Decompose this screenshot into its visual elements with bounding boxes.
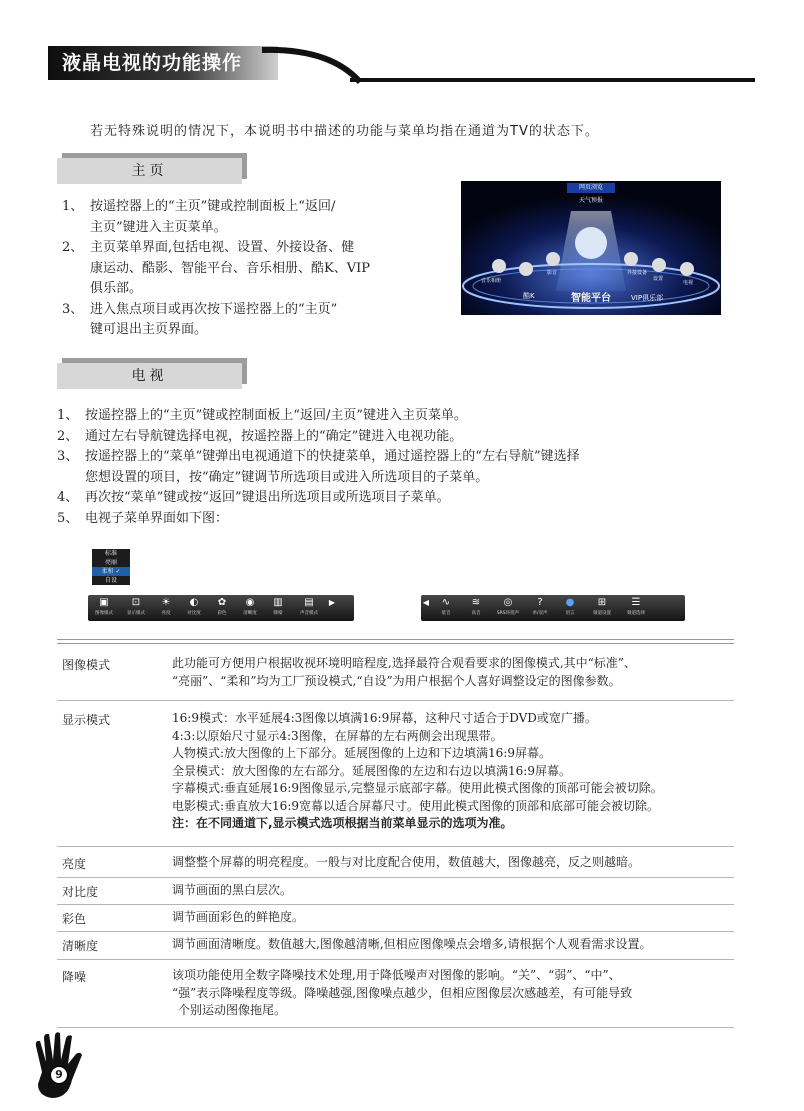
- menu-display-mode[interactable]: ⊡ 显示模式: [127, 597, 145, 616]
- channel-select-icon: ☰: [631, 597, 641, 608]
- row-name-sharpness: 清晰度: [62, 939, 99, 953]
- vip-club-label: VIP俱乐部: [631, 294, 664, 302]
- equalizer-icon: ▥: [273, 597, 283, 608]
- music-album-label: 音乐相册: [481, 278, 502, 284]
- treble-icon: ≋: [471, 597, 481, 608]
- arrow-left-icon: ◀: [422, 598, 430, 607]
- submenu-option-vivid[interactable]: 亮丽: [104, 559, 117, 566]
- table-rule: [57, 1027, 734, 1028]
- row-text-sharpness: 调节画面清晰度。数值越大,图像越清晰,但相应图像噪点会增多,请根据个人观看需求设置。: [172, 937, 652, 951]
- section-title-tv: 电视: [57, 363, 242, 389]
- menu-brightness[interactable]: ☀ 亮度: [161, 597, 171, 616]
- home-instructions: [62, 197, 452, 341]
- srs-icon: ◎: [503, 597, 513, 608]
- menu-scroll-right[interactable]: [326, 595, 338, 621]
- tv-label: 电视: [683, 280, 694, 286]
- menu-color[interactable]: ✿ 彩色: [217, 597, 227, 616]
- table-rule: [57, 846, 734, 847]
- row-name-picture-mode: 图像模式: [62, 658, 111, 672]
- arrow-right-icon: ▶: [328, 598, 336, 607]
- menu-channel-settings[interactable]: ⊞ 频道设置: [593, 597, 611, 616]
- contrast-icon: ◐: [189, 597, 199, 608]
- row-text-brightness: 调整整个屏幕的明亮程度。一般与对比度配合使用，数值越大，图像越亮，反之则越暗。: [172, 855, 641, 869]
- row-text-color: 调节画面彩色的鲜艳度。: [172, 910, 305, 924]
- channel-settings-icon: ⊞: [597, 597, 607, 608]
- tv-menu-bar-right: [421, 595, 685, 621]
- menu-scroll-left[interactable]: [421, 595, 431, 621]
- external-device-label: 外接设备: [627, 270, 648, 276]
- menu-bass[interactable]: ∿ 低音: [441, 597, 451, 616]
- row-name-display-mode: 显示模式: [62, 713, 111, 727]
- page-number: 9: [50, 1066, 68, 1084]
- table-top-rule: [57, 639, 734, 644]
- language-icon: ●: [565, 597, 575, 608]
- submenu-option-standard[interactable]: 标准: [104, 550, 117, 557]
- submenu-option-soft[interactable]: 柔和 ✓: [92, 567, 130, 576]
- menu-sound-mode[interactable]: ▤ 声音模式: [300, 597, 318, 616]
- home-screen-image: [461, 181, 721, 315]
- ear-icon: ?: [537, 597, 543, 608]
- menu-language[interactable]: ● 语言: [565, 597, 575, 616]
- karaoke-label: 酷K: [523, 292, 535, 300]
- menu-mono-stereo[interactable]: ? 单/双声: [532, 597, 548, 616]
- home-item-3: 3、 进入焦点项目或再次按下遥控器上的“主页” 键可退出主页界面。: [62, 301, 338, 337]
- table-rule: [57, 931, 734, 932]
- sharpness-icon: ◉: [245, 597, 255, 608]
- intro-note: 若无特殊说明的情况下，本说明书中描述的功能与菜单均指在通道为TV的状态下。: [90, 124, 599, 139]
- submenu-option-custom[interactable]: 自设: [104, 577, 117, 584]
- table-rule: [57, 877, 734, 878]
- menu-noise-reduction[interactable]: ▥ 降噪: [273, 597, 283, 616]
- menu-channel-select[interactable]: ☰ 频道选择: [627, 597, 645, 616]
- settings-label: 设置: [653, 276, 664, 282]
- tv-item-1: 1、 按遥控器上的“主页”键或控制面板上“返回/主页”键进入主页菜单。: [57, 408, 467, 423]
- row-text-picture-mode: 此功能可方便用户根据收视环境明暗程度,选择最符合观看要求的图像模式,其中“标准”、 “亮丽”、“柔和”均为工厂预设模式,“自设”为用户根据个人喜好调整设定的图像参数。: [172, 656, 636, 688]
- row-text-noise-reduction: 该项功能使用全数字降噪技术处理,用于降低噪声对图像的影响。“关”、“弱”、“中”、 “强”表示降噪程度等级。降噪越强,图像噪点越少，但相应图像层次感越差，有可能导致 个别运动图像拖尾。: [172, 968, 633, 1017]
- row-text-contrast: 调节画面的黑白层次。: [172, 883, 293, 897]
- menu-srs[interactable]: ◎ SRS环绕声: [496, 597, 520, 616]
- sound-mode-icon: ▤: [304, 597, 314, 608]
- tv-item-4: 4、 再次按“菜单”键或按“返回”键退出所选项目或所选项目子菜单。: [57, 490, 450, 505]
- tv-instructions: [57, 406, 757, 529]
- color-icon: ✿: [217, 597, 227, 608]
- tv-item-3: 3、 按遥控器上的“菜单”键弹出电视通道下的快捷菜单，通过遥控器上的“左右导航”键选择 您想设置的项目，按“确定”键调节所选项目或进入所选项目的子菜单。: [57, 449, 580, 485]
- row-text-display-mode: 16:9模式：水平延展4:3图像以填满16:9屏幕，这种尺寸适合于DVD或宽广播。 4:3:以原始尺寸显示4:3图像，在屏幕的左右两侧会出现黑带。 人物模式:放大图像的上下部分。延展图像的上边和下边填满16:9屏幕。 全景模式：放大图像的左右部分。延展图像的左边和右边以填满16:9屏幕。 字幕模式:垂直延展16:9图像显示,完整显示底部字幕。使用此模式图像的顶部可能会被切除。 电影模式:垂直放大16:9宽幕以适合屏幕尺寸。使用此模式图像的顶部和底部可能会被切除。 注：在不同通道下,显示模式选项根据当前菜单显示的选项为准。: [172, 711, 663, 830]
- menu-picture-mode[interactable]: ▣ 图像模式: [95, 597, 113, 616]
- weather-tile: 天气预报: [578, 197, 603, 204]
- picture-mode-submenu: [92, 549, 130, 585]
- tv-menu-bar-left: [88, 595, 354, 621]
- video-label: 影音: [547, 270, 558, 276]
- header-swoosh: [0, 44, 804, 84]
- page-header-title: 液晶电视的功能操作: [48, 46, 278, 80]
- tv-item-2: 2、 通过左右导航键选择电视，按遥控器上的“确定”键进入电视功能。: [57, 428, 463, 444]
- brightness-icon: ☀: [161, 597, 171, 608]
- home-item-1: 1、 按遥控器上的“主页”键或控制面板上“返回/ 主页”键进入主页菜单。: [62, 199, 336, 235]
- display-mode-icon: ⊡: [131, 597, 141, 608]
- table-rule: [57, 959, 734, 960]
- row-name-contrast: 对比度: [62, 885, 99, 899]
- home-item-2: 2、 主页菜单界面,包括电视、设置、外接设备、健 康运动、酷影、智能平台、音乐相册、酷K、VIP 俱乐部。: [62, 240, 370, 296]
- row-name-brightness: 亮度: [62, 857, 87, 871]
- smart-platform-label: 智能平台: [571, 293, 611, 304]
- menu-sharpness[interactable]: ◉ 清晰度: [243, 597, 257, 616]
- web-browser-tile: 网页浏览: [567, 183, 615, 193]
- section-title-home: 主页: [57, 158, 242, 184]
- tv-item-5: 5、 电视子菜单界面如下图：: [57, 510, 229, 526]
- row-name-noise-reduction: 降噪: [62, 970, 87, 984]
- picture-icon: ▣: [99, 597, 109, 608]
- bass-icon: ∿: [441, 597, 451, 608]
- table-rule: [57, 904, 734, 905]
- menu-treble[interactable]: ≋ 高音: [471, 597, 481, 616]
- row-name-color: 彩色: [62, 912, 87, 926]
- menu-contrast[interactable]: ◐ 对比度: [187, 597, 201, 616]
- table-rule: [57, 700, 734, 701]
